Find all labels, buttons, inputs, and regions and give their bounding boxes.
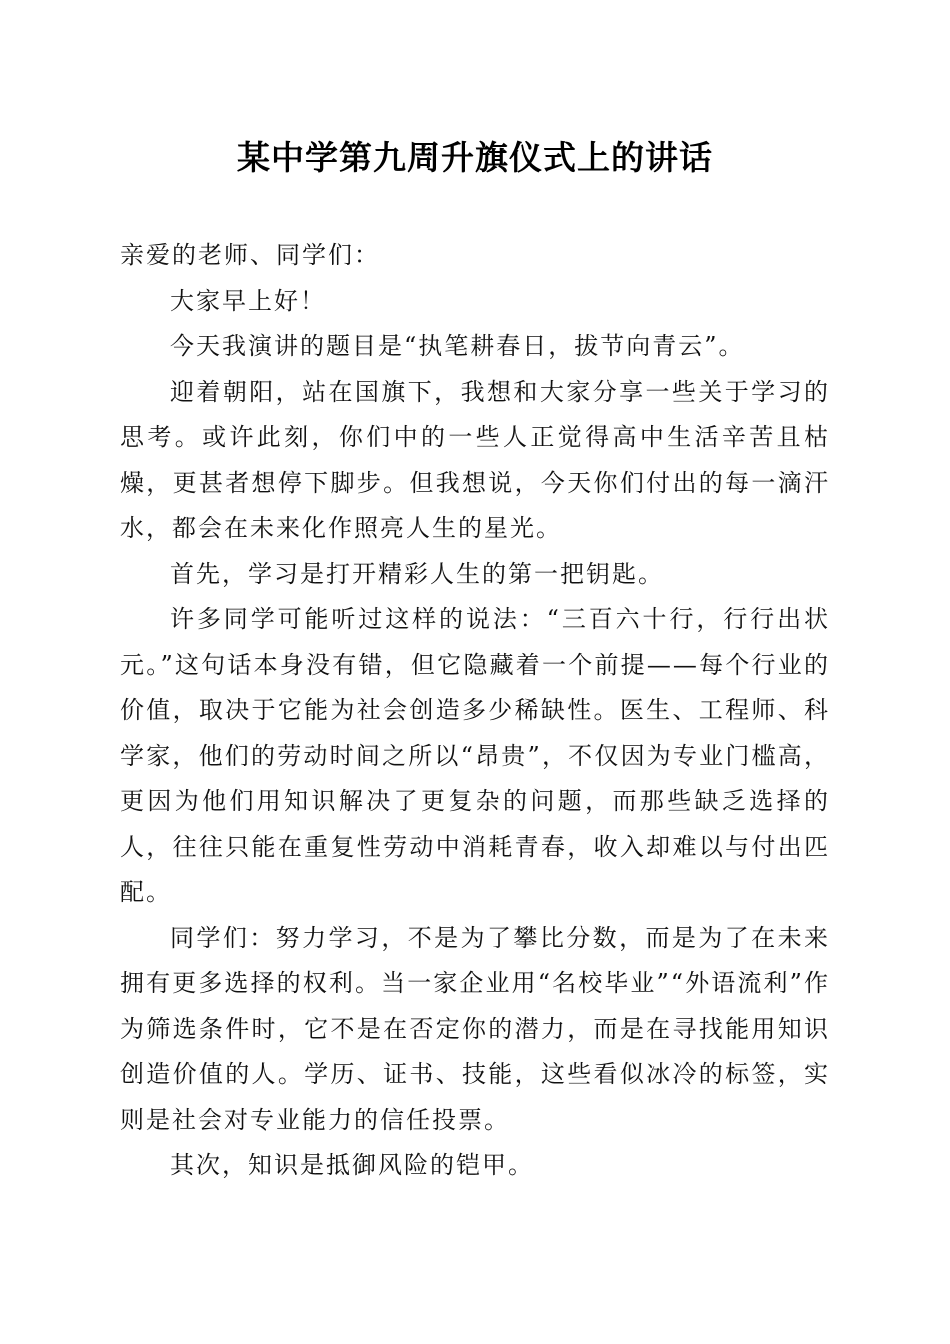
paragraph-point-one-detail: 许多同学可能听过这样的说法：“三百六十行，行行出状元。”这句话本身没有错，但它隐藏着一个前提——每个行业的价值，取决于它能为社会创造多少稀缺性。医生、工程师、科学家，他们的劳动时间之所以“昂贵”，不仅因为专业门槛高，更因为他们用知识解决了更复杂的问题，而那些缺乏选择的人，往往只能在重复性劳动中消耗青春，收入却难以与付出匹配。	[120, 605, 830, 906]
document-title: 某中学第九周升旗仪式上的讲话	[237, 138, 713, 177]
paragraph-topic: 今天我演讲的题目是“执笔耕春日，拔节向青云”。	[170, 332, 745, 360]
paragraph-point-one: 首先，学习是打开精彩人生的第一把钥匙。	[170, 559, 664, 588]
salutation: 亲爱的老师、同学们：	[120, 241, 380, 269]
document-body	[120, 233, 830, 1189]
paragraph-point-two: 其次，知识是抵御风险的铠甲。	[170, 1151, 534, 1179]
paragraph-point-one-conclusion: 同学们：努力学习，不是为了攀比分数，而是为了在未来拥有更多选择的权利。当一家企业用“名校毕业”“外语流利”作为筛选条件时，它不是在否定你的潜力，而是在寻找能用知识创造价值的人。学历、证书、技能，这些看似冰冷的标签，实则是社会对专业能力的信任投票。	[120, 923, 830, 1134]
paragraph-greeting: 大家早上好！	[170, 286, 326, 315]
paragraph-intro: 迎着朝阳，站在国旗下，我想和大家分享一些关于学习的思考。或许此刻，你们中的一些人正觉得高中生活辛苦且枯燥，更甚者想停下脚步。但我想说，今天你们付出的每一滴汗水，都会在未来化作照亮人生的星光。	[120, 377, 830, 542]
